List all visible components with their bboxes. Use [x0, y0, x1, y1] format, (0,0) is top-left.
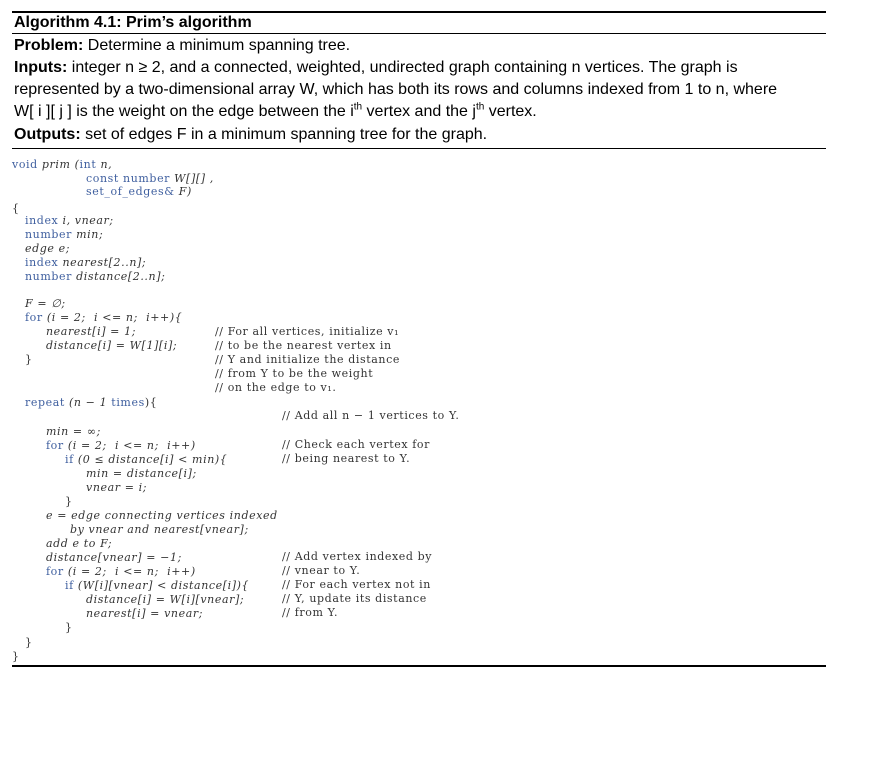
kw-for-3: for [46, 565, 64, 578]
if-2-cond: (W[i][vnear] < distance[i]){ [73, 579, 250, 592]
param-w: W[][] , [170, 172, 214, 185]
kw-int: int [79, 158, 97, 171]
decl-distance [25, 270, 165, 283]
code-signature-3 [86, 185, 192, 198]
kw-if-2: if [65, 579, 74, 592]
inputs-text-3a: W[ i ][ j ] is the weight on the edge between the i [14, 103, 354, 120]
if-2 [65, 579, 249, 592]
inputs-text-3b: vertex and the j [362, 103, 476, 120]
if-2-body-1: distance[i] = W[i][vnear]; [86, 593, 245, 606]
decl-number-vars: min; [72, 228, 104, 241]
kw-if: if [65, 453, 74, 466]
repeat-count: (n − 1 [64, 396, 112, 409]
sup-th-2: th [475, 101, 485, 113]
code-signature-2 [86, 172, 214, 185]
comment-3-1: // Check each vertex for [282, 438, 431, 451]
if-1 [65, 453, 227, 466]
if-1-cond: (0 ≤ distance[i] < min){ [73, 453, 228, 466]
kw-number-2: number [25, 270, 73, 283]
outputs-line [14, 124, 487, 146]
decl-nearest-vars: nearest[2..n]; [58, 256, 147, 269]
decl-number [25, 228, 103, 241]
for-1-body-1: nearest[i] = 1; [46, 325, 137, 338]
problem-line [14, 35, 350, 57]
comment-4-2: // vnear to Y. [282, 564, 361, 577]
kw-for: for [25, 311, 43, 324]
min-init: min = ∞; [46, 425, 101, 438]
close-brace: } [12, 650, 20, 663]
param-f: F) [174, 185, 192, 198]
for-1-body-2: distance[i] = W[1][i]; [46, 339, 178, 352]
problem-label: Problem: [14, 37, 84, 54]
for-3-header: (i = 2; i <= n; i++) [63, 565, 196, 578]
kw-const-number: const number [86, 172, 171, 185]
add-e: add e to F; [46, 537, 113, 550]
edge-line-1: e = edge connecting vertices indexed [46, 509, 278, 522]
comment-1-3: // Y and initialize the distance [215, 353, 400, 366]
decl-index [25, 214, 114, 227]
footer-rule [12, 665, 826, 667]
comment-3-2: // being nearest to Y. [282, 452, 411, 465]
kw-index-2: index [25, 256, 59, 269]
if-1-body-2: vnear = i; [86, 481, 148, 494]
outputs-label: Outputs: [14, 126, 81, 143]
inputs-label: Inputs: [14, 59, 68, 76]
kw-set-of-edges: set_of_edges& [86, 185, 175, 198]
for-2-header: (i = 2; i <= n; i++) [63, 439, 196, 452]
distance-neg: distance[vnear] = −1; [46, 551, 182, 564]
kw-repeat: repeat [25, 396, 65, 409]
outputs-text: set of edges F in a minimum spanning tree for the graph. [80, 126, 488, 143]
inputs-line-1 [14, 57, 738, 79]
decl-distance-vars: distance[2..n]; [72, 270, 166, 283]
algorithm-title: Algorithm 4.1: Prim’s algorithm [14, 14, 252, 31]
comment-1-1: // For all vertices, initialize v₁ [215, 325, 400, 338]
for-loop-3 [46, 565, 196, 578]
for-1-close: } [25, 353, 33, 366]
comment-4-3: // For each vertex not in [282, 578, 431, 591]
kw-number: number [25, 228, 73, 241]
if-2-close: } [65, 621, 73, 634]
for-1-header: (i = 2; i <= n; i++){ [42, 311, 183, 324]
comment-4-4: // Y, update its distance [282, 592, 427, 605]
if-1-body-1: min = distance[i]; [86, 467, 197, 480]
kw-times: times [111, 396, 145, 409]
header-bottom-rule [12, 148, 826, 149]
kw-index: index [25, 214, 59, 227]
fn-name: prim ( [37, 158, 80, 171]
for-loop-1 [25, 311, 182, 324]
inputs-line-3 [14, 101, 537, 123]
inputs-text-3c: vertex. [484, 103, 537, 120]
kw-for-2: for [46, 439, 64, 452]
edge-line-2: by vnear and nearest[vnear]; [70, 523, 249, 536]
problem-text: Determine a minimum spanning tree. [83, 37, 351, 54]
repeat-close: } [25, 636, 33, 649]
if-1-close: } [65, 495, 73, 508]
repeat-open: ){ [144, 396, 158, 409]
decl-edge: edge e; [25, 242, 71, 255]
comment-1-4: // from Y to be the weight [215, 367, 374, 380]
init-f: F = ∅; [25, 297, 66, 310]
repeat-loop [25, 396, 157, 409]
param-n: n, [96, 158, 113, 171]
comment-4-5: // from Y. [282, 606, 339, 619]
sup-th-1: th [353, 101, 363, 113]
if-2-body-2: nearest[i] = vnear; [86, 607, 204, 620]
comment-1-5: // on the edge to v₁. [215, 381, 337, 394]
comment-4-1: // Add vertex indexed by [282, 550, 433, 563]
inputs-text-1: integer n ≥ 2, and a connected, weighted, undirected graph containing n vertices. The graph is [67, 59, 738, 76]
decl-index-vars: i, vnear; [58, 214, 114, 227]
decl-nearest [25, 256, 146, 269]
kw-void: void [12, 158, 38, 171]
inputs-line-2: represented by a two-dimensional array W, which has both its rows and columns indexed from 1 to n, where [14, 81, 778, 98]
for-loop-2 [46, 439, 196, 452]
comment-2: // Add all n − 1 vertices to Y. [282, 409, 460, 422]
code-signature [12, 158, 112, 171]
open-brace: { [12, 202, 20, 215]
comment-1-2: // to be the nearest vertex in [215, 339, 392, 352]
